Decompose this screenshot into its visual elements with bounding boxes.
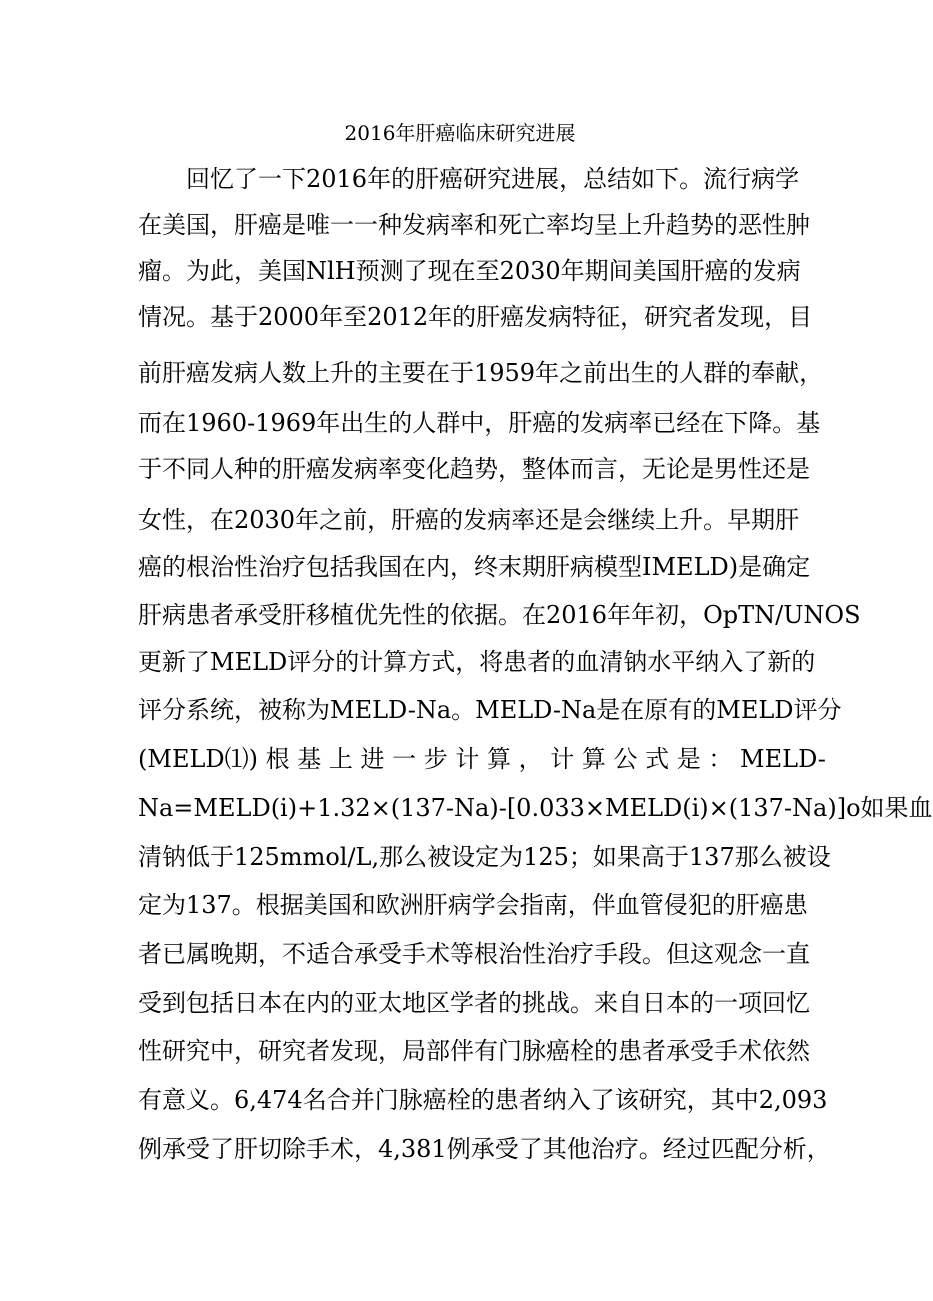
paragraph-line: 于不同人种的肝癌发病率变化趋势，整体而言，无论是男性还是	[138, 455, 810, 483]
paragraph-line: 受到包括日本在内的亚太地区学者的挑战。来自日本的一项回忆	[138, 989, 810, 1017]
paragraph-line: 情况。基于2000年至2012年的肝癌发病特征，研究者发现，目	[138, 303, 813, 331]
paragraph-line: 性研究中，研究者发现，局部伴有门脉癌栓的患者承受手术依然	[138, 1037, 810, 1065]
paragraph-line: 癌的根治性治疗包括我国在内，终末期肝病模型IMELD)是确定	[138, 553, 811, 581]
paragraph-line: 更新了MELD评分的计算方式，将患者的血清钠水平纳入了新的	[138, 648, 816, 676]
paragraph-line: 者已属晚期，不适合承受手术等根治性治疗手段。但这观念一直	[138, 940, 810, 968]
paragraph-line: 瘤。为此，美国NlH预测了现在至2030年期间美国肝癌的发病	[138, 257, 801, 285]
paragraph-line: 清钠低于125mmol∕L,那么被设定为125；如果高于137那么被设	[138, 843, 831, 871]
paragraph-line: 评分系统，被称为MELD-Na。MELD-Na是在原有的MELD评分	[138, 696, 842, 724]
paragraph-line: 有意义。6,474名合并门脉癌栓的患者纳入了该研究，其中2,093	[138, 1086, 828, 1114]
paragraph-line: 例承受了肝切除手术，4,381例承受了其他治疗。经过匹配分析，	[138, 1135, 831, 1163]
paragraph-line: 肝病患者承受肝移植优先性的依据。在2016年年初，OpTN/UNOS	[138, 601, 861, 629]
document-title: 2016年肝癌临床研究进展	[344, 121, 576, 145]
paragraph-line: 回忆了一下2016年的肝癌研究进展，总结如下。流行病学	[186, 165, 800, 193]
paragraph-line: 在美国，肝癌是唯一一种发病率和死亡率均呈上升趋势的恶性肿	[138, 211, 810, 239]
paragraph-line: 女性，在2030年之前，肝癌的发病率还是会继续上升。早期肝	[138, 506, 800, 534]
paragraph-line: Na=MELD(i)+1.32×(137-Na)-[0.033×MELD(i)×(137-Na)]o如果血	[138, 794, 933, 822]
paragraph-line: 前肝癌发病人数上升的主要在于1959年之前出生的人群的奉献，	[138, 359, 824, 387]
paragraph-line: 而在1960-1969年出生的人群中，肝癌的发病率已经在下降。基	[138, 409, 821, 437]
paragraph-line: 定为137。根据美国和欧洲肝病学会指南，伴血管侵犯的肝癌患	[138, 891, 808, 919]
paragraph-line: (MELD⑴) 根 基 上 进 一 步 计 算 ， 计 算 公 式 是 ： MELD-	[138, 745, 826, 773]
